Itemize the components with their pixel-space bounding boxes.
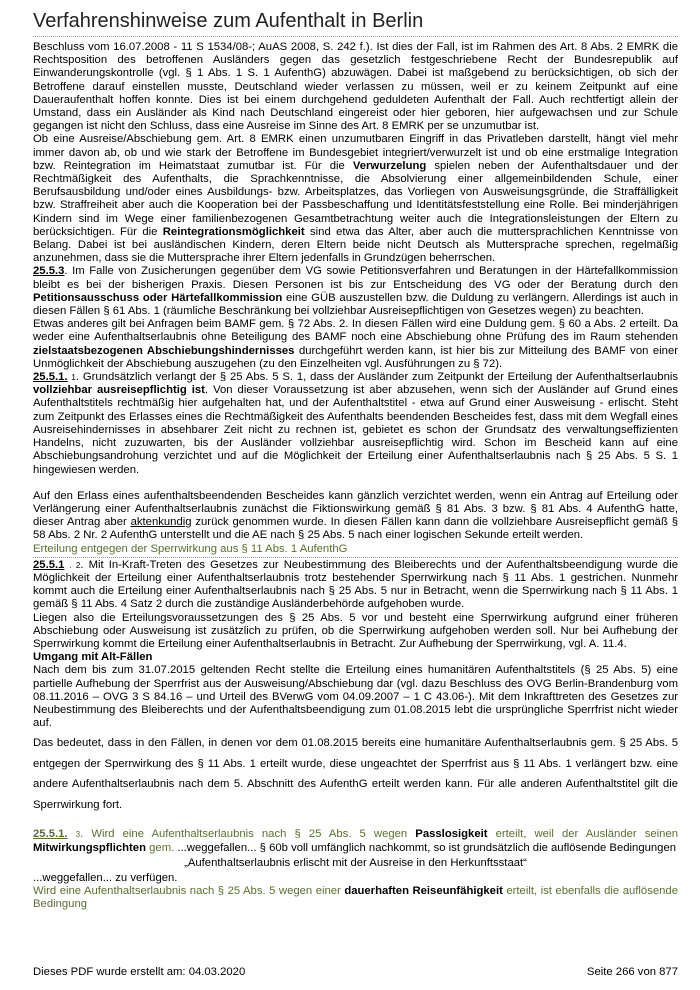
subheading: Umgang mit Alt-Fällen <box>33 651 153 664</box>
paragraph: Liegen also die Erteilungsvoraussetzungen des § 25 Abs. 5 vor und besteht eine Sperrwirkung aufgrund einer früheren Abschiebung oder Ausweisung ist zusätzlich zu prüfen, ob die Sperrwirkung aufgehoben werden soll. Nur bei Aufhebung der Sperrwirkung kommt die Erteilung einer Aufenthaltserlaubnis in Betracht. Zur Aufhebung der Sperrwirkung, vgl. A. 11.4. <box>33 611 678 650</box>
paragraph: ...weggefallen... zu verfügen. <box>33 871 178 884</box>
paragraph: 25.5.1 . 2. Mit In-Kraft-Treten des Gesetzes zur Neubestimmung des Bleiberechts und der Aufenthaltsbeendigung wurde die Möglichkeit der Erteilung einer Aufenthaltserlaubnis trotz bestehender Sperrwirkung nach § 11 Abs. 1 gestrichen. Nunmehr kommt auch die Erteilung einer Aufenthaltserlaubnis nach § 25 Abs. 5 nur in Betracht, wenn die Sperrwirkung nach § 11 Abs. 1 gemäß § 11 Abs. 4 Satz 2 durch die zuständige Ausländerbehörde aufgehoben wurde. <box>33 558 678 611</box>
document-body <box>33 41 678 912</box>
page-title: Verfahrenshinweise zum Aufenthalt in Berlin <box>33 10 424 32</box>
footer-created-date: Dieses PDF wurde erstellt am: 04.03.2020 <box>33 966 246 978</box>
section-number: 25.5.3 <box>33 265 65 278</box>
quote: „Aufenthaltserlaubnis erlischt mit der Ausreise in den Herkunftsstaat“ <box>184 856 527 869</box>
section-number: 25.5.1. <box>33 371 68 384</box>
paragraph: 25.5.1. 3. Wird eine Aufenthaltserlaubnis nach § 25 Abs. 5 wegen Passlosigkeit erteilt, weil der Ausländer seinen Mitwirkungspflichten gem. ...weggefallen... § 60b voll umfänglich nachkommt, so ist grundsätzlich die auflösende Bedingungen <box>33 828 679 854</box>
paragraph: Ob eine Ausreise/Abschiebung gem. Art. 8 EMRK einen unzumutbaren Eingriff in das Privatleben darstellt, hängt viel mehr immer davon ab, ob und wie stark der Betroffene im Bundesgebiet integriert/verwurzelt ist und ob eine erstmalige Integration bzw. Reintegration im Heimatstaat zumutbar ist. Für die Verwurzelung spielen neben der Aufenthaltsdauer und der Rechtmäßigkeit des Aufenthalts, die Sprachkenntnisse, die Absolvierung einer allgemeinbildenden Schule, einer Berufsausbildung und/oder eines Ausbildungs- bzw. Arbeitsplatzes, das Vorliegen von Ausweisungsgründe, die Straffälligkeit bzw. Straffreiheit aber auch die Kooperation bei der Passbeschaffung und Identitätsfeststellung eine Rolle. Bei minderjährigen Kindern sind im Wege einer familienbezogenen Gesamtbetrachtung weiter auch die Integrationsleistungen der Eltern zu berücksichtigen. Für die Reintegrationsmöglichkeit sind etwa das Alter, aber auch die muttersprachlichen Kenntnisse von Belang. Dabei ist bei ausländischen Kindern, deren Eltern beide nicht Deutsch als Muttersprache sprechen, regelmäßig anzunehmen, dass sie die Muttersprache ihrer Eltern jedenfalls in Grundzügen beherrschen. <box>33 133 678 265</box>
section-heading: Erteilung entgegen der Sperrwirkung aus § 11 Abs. 1 AufenthG <box>33 543 678 558</box>
footer-page-number: Seite 266 von 877 <box>586 966 678 978</box>
paragraph: Nach dem bis zum 31.07.2015 geltenden Recht stellte die Erteilung eines humanitären Aufenthaltstitels (§ 25 Abs. 5) eine partielle Aufhebung der Sperrfrist aus der Ausweisung/Abschiebung dar (vgl. dazu Beschluss des OVG Berlin-Brandenburg vom 08.11.2016 – OVG 3 S 84.16 – und Urteil des BVerwG vom 04.09.2007 – 1 C 43.06-). Mit dem Inkrafttreten des Gesetzes zur Neubestimmung des Bleiberechts und der Aufenthaltsbeendigung zum 01.08.2015 lebt die ursprüngliche Sperrfrist nicht wieder auf. <box>33 664 678 730</box>
paragraph: Beschluss vom 16.07.2008 - 11 S 1534/08-; AuAS 2008, S. 242 f.). Ist dies der Fall, ist im Rahmen des Art. 8 Abs. 2 EMRK die Rechtsposition des betroffenen Ausländers gegen das gesetzlich festgeschriebene Recht der Bundesrepublik auf Einwanderungskontrolle (vgl. § 1 Abs. 1 S. 1 AufenthG) abzuwägen. Dabei ist maßgebend zu berücksichtigen, ob sich der Betroffene darauf einstellen musste, Deutschland wieder verlassen zu müssen, weil er zu keinem Zeitpunkt auf eine Daueraufenthalt hoffen konnte. Dies ist bei einem durchgehend geduldeten Aufenthalt der Fall. Auch rechtfertigt allein der Umstand, dass ein Ausländer als Kind nach Deutschland eingereist oder hier geboren, hier aufgewachsen und zur Schule gegangen ist nicht den Schluss, dass eine Ausreise im Sinne des Art. 8 EMRK per se unzumutbar ist. <box>33 41 678 133</box>
paragraph: Etwas anderes gilt bei Anfragen beim BAMF gem. § 72 Abs. 2. In diesen Fällen wird eine Duldung gem. § 60 a Abs. 2 erteilt. Da weder eine Aufenthaltserlaubnis ohne Beteiligung des BAMF noch eine Abschiebung ohne Prüfung des im Raum stehenden zielstaatsbezogenen Abschiebungshindernisses durchgeführt werden kann, ist hier bis zur Mitteilung des BAMF von einer Unmöglichkeit der Abschiebung auszugehen (zu den Einzelheiten vgl. Ausführungen zu § 72). <box>33 318 679 370</box>
title-divider <box>33 36 678 37</box>
paragraph: Das bedeutet, dass in den Fällen, in denen vor dem 01.08.2015 bereits eine humanitäre Aufenthaltserlaubnis gem. § 25 Abs. 5 entgegen der Sperrwirkung des § 11 Abs. 1 erteilt wurde, diese ungeachtet der Sperrfrist aus § 11 Abs. 1 verlängert bzw. eine andere Aufenthaltserlaubnis nach dem 5. Abschnitt des AufenthG erteilt werden kann. Für alle anderen Aufenthaltstitel gilt die Sperrwirkung fort. <box>33 737 678 811</box>
paragraph: 25.5.3. Im Falle von Zusicherungen gegenüber dem VG sowie Petitionsverfahren und Beratungen in der Härtefallkommission bleibt es bei der bisherigen Praxis. Diesen Personen ist bis zur Entscheidung des VG oder der Beratung durch den Petitionsausschuss oder Härtefallkommission eine GÜB auszustellen bzw. die Duldung zu verlängern. Allerdings ist auch in diesen Fällen § 61 Abs. 1 (räumliche Beschränkung bei vollziehbar Ausreisepflichtigen von Gesetzes wegen) zu beachten. <box>33 265 678 318</box>
section-number: 25.5.1. <box>33 828 68 841</box>
paragraph: Auf den Erlass eines aufenthaltsbeendenden Bescheides kann gänzlich verzichtet werden, wenn ein Antrag auf Erteilung oder Verlängerung einer Aufenthaltserlaubnis zunächst die Fiktionswirkung gemäß § 81 Abs. 3 bzw. § 81 Abs. 4 AufenthG hatte, dieser Antrag aber aktenkundig zurück genommen wurde. In diesen Fällen kann dann die vollziehbare Ausreisepflicht gemäß § 58 Abs. 2 Nr. 2 AufenthG unterstellt und die AE nach § 25 Abs. 5 nach einer logischen Sekunde erteilt werden. <box>33 489 678 542</box>
section-number: 25.5.1 <box>33 558 65 571</box>
paragraph: Wird eine Aufenthaltserlaubnis nach § 25 Abs. 5 wegen einer dauerhaften Reiseunfähigkeit erteilt, ist ebenfalls die auflösende Bedingung <box>33 885 678 911</box>
paragraph: 25.5.1. 1. Grundsätzlich verlangt der § 25 Abs. 5 S. 1, dass der Ausländer zum Zeitpunkt der Erteilung der Aufenthaltserlaubnis vollziehbar ausreisepflichtig ist. Von dieser Voraussetzung ist aber abzusehen, wenn sich der Ausländer auf Grund eines Aufenthaltstitels rechtmäßig hier aufgehalten hat, und der Aufenthaltstitel - etwa auf Grund einer Ausweisung - erlischt. Steht zum Zeitpunkt des Erlasses eines die Rechtmäßigkeit des Aufenthalts beendenden Bescheides fest, dass mit dem Wegfall eines Ausreisehindernisses in absehbarer Zeit nicht zu rechnen ist, gebietet es schon der Grundsatz des verwaltungseffizienten Handelns, nicht zuzuwarten, bis der Ausländer vollziehbar ausreisepflichtig wird. Schon im Bescheid kann auf eine Abschiebungsandrohung verzichtet und auf die Möglichkeit der Erteilung einer Aufenthaltserlaubnis nach § 25 Abs. 5 S. 1 hingewiesen werden. <box>33 371 679 476</box>
